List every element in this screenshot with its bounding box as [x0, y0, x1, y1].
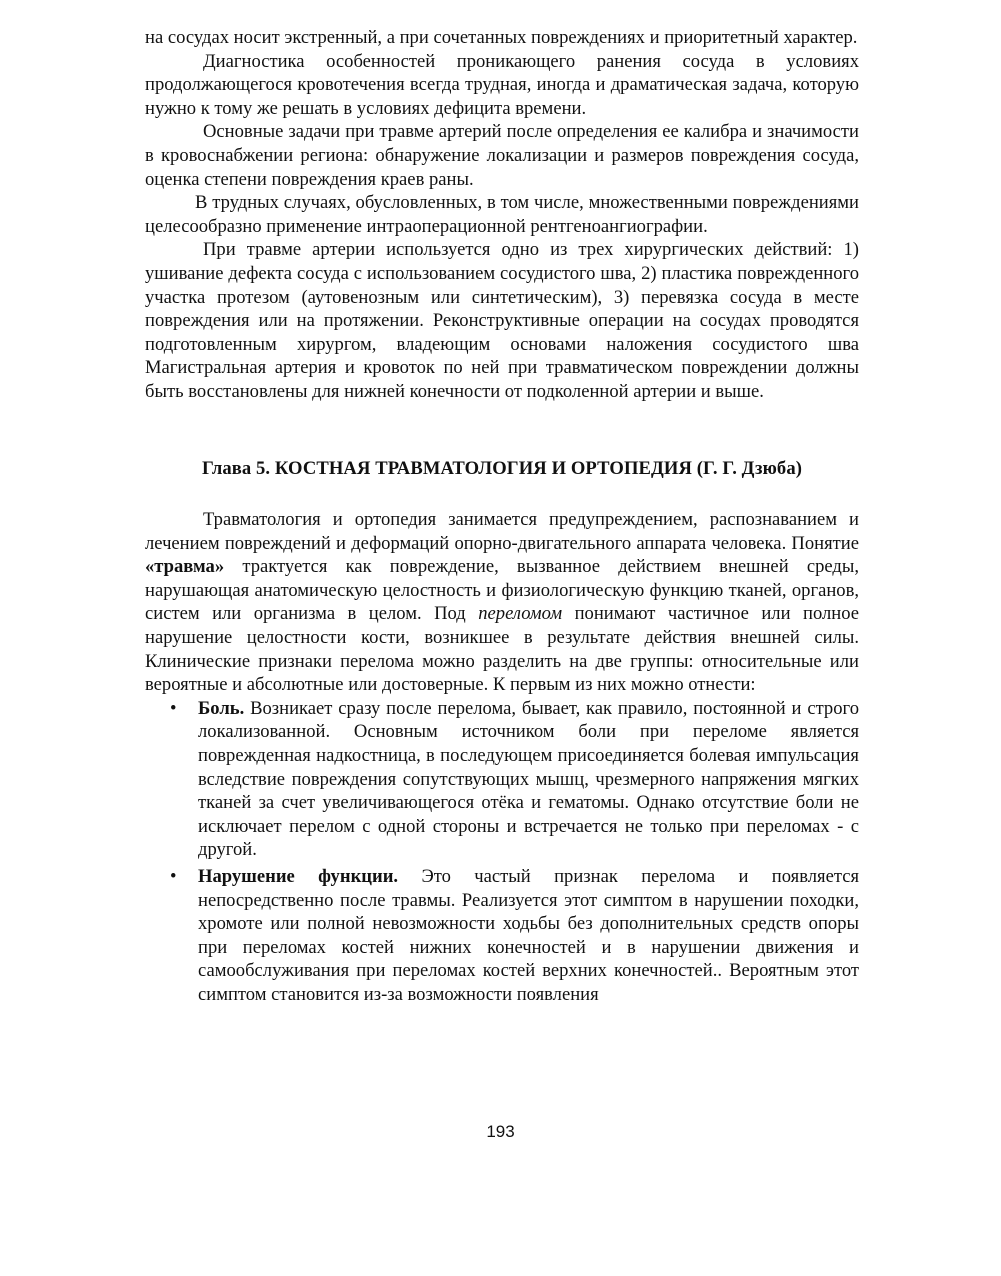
symptom-list	[145, 697, 859, 1007]
list-item-text: Это частый признак перелома и появляется непосредственно после травмы. Реализуется этот симптом в нарушении походки, хромоте или полной невозможности ходьбы без дополнительных средств опоры при переломах костей нижних конечностей и в нарушении движения и самообслуживания при переломах костей верхних конечностей.. Вероятным этот симптом становится из-за возможности появления	[198, 866, 860, 1005]
term-fracture: переломом	[478, 603, 563, 625]
intro-text-2: трактуется как повреждение, вызванное действием внешней среды, нарушающая анатомическую целостность и физиологическую функцию тканей, органов, систем или организма в целом. Под	[145, 556, 859, 625]
list-item-term: Боль.	[198, 697, 245, 719]
intro-text-3: понимают частичное или полное нарушение целостности кости, возникшее в результате действия внешней силы. Клинические признаки перелома можно разделить на две группы: относительные или вероятные и абсолютные или достоверные. К первым из них можно отнести:	[145, 603, 859, 696]
chapter-heading: Глава 5. КОСТНАЯ ТРАВМАТОЛОГИЯ И ОРТОПЕДИЯ (Г. Г. Дзюба)	[201, 457, 803, 479]
page-number: 193	[486, 1122, 515, 1141]
paragraph-1: на сосудах носит экстренный, а при сочетанных повреждениях и приоритетный характер.	[145, 27, 858, 48]
list-item	[145, 697, 859, 862]
list-item-term: Нарушение функции.	[198, 866, 399, 887]
page-body	[145, 26, 859, 1010]
term-trauma: «травма»	[145, 556, 225, 578]
paragraph-5: При травме артерии используется одно из трех хирургических действий: 1) ушивание дефекта сосуда с использованием сосудистого шва, 2) пластика поврежденного участка протезом (аутовенозным или синтетическим), 3) перевязка сосуда в месте повреждения или на протяжении. Реконструктивные операции на сосудах проводятся подготовленным хирургом, владеющим основами наложения сосудистого шва Магистральная артерия и кровоток по ней при травматическом повреждении должны быть восстановлены для нижней конечности от подколенной артерии и выше.	[145, 239, 859, 402]
paragraph-4: В трудных случаях, обусловленных, в том числе, множественными повреждениями целесообразно применение интраоперационной рентгеноангиографии.	[145, 192, 859, 237]
bullet-icon: •	[170, 697, 177, 719]
paragraph-3: Основные задачи при травме артерий после определения ее калибра и значимости в кровоснабжении региона: обнаружение локализации и размеров повреждения сосуда, оценка степени повреждения краев раны.	[145, 121, 859, 190]
bullet-icon: •	[170, 866, 177, 887]
list-item	[145, 865, 859, 1007]
intro-text-1: Травматология и ортопедия занимается предупреждением, распознаванием и лечением повреждений и деформаций опорно-двигательного аппарата человека. Понятие	[145, 509, 859, 554]
list-item-text: Возникает сразу после перелома, бывает, как правило, постоянной и строго локализованной. Основным источником боли при переломе является поврежденная надкостница, в последующем присоединяется болевая импульсация вследствие повреждения сопутствующих мышц, чрезмерного напряжения мягких тканей за счет увеличивающегося отёка и гематомы. Однако отсутствие боли не исключает перелом с одной стороны и встречается не только при переломах - с другой.	[198, 697, 859, 861]
intro-paragraph	[145, 508, 859, 697]
paragraph-2: Диагностика особенностей проникающего ранения сосуда в условиях продолжающегося кровотечения всегда трудная, иногда и драматическая задача, которую нужно к тому же решать в условиях дефицита времени.	[145, 50, 859, 119]
